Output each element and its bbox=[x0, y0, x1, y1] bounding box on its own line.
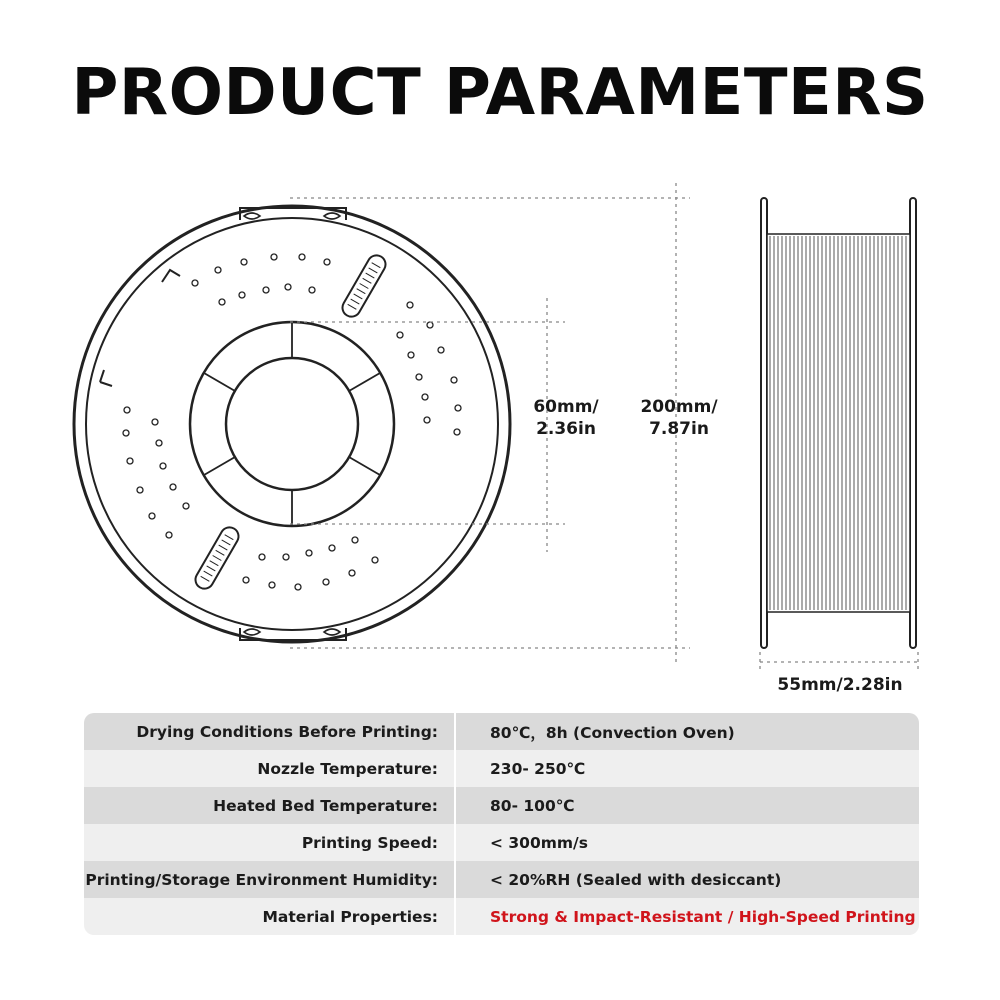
table-row bbox=[84, 861, 919, 898]
spec-label: Drying Conditions Before Printing: bbox=[84, 713, 456, 750]
spec-label: Nozzle Temperature: bbox=[84, 750, 456, 787]
hook-mark bbox=[162, 270, 180, 282]
spool-hub-inner bbox=[226, 358, 358, 490]
top-clip-hole-right bbox=[324, 213, 340, 219]
spool-outer-rim bbox=[74, 206, 510, 642]
spec-value: < 20%RH (Sealed with desiccant) bbox=[490, 870, 782, 889]
table-row bbox=[84, 713, 919, 750]
spec-value: 80℃，8h (Convection Oven) bbox=[490, 723, 735, 742]
bottom-clip-hole-right bbox=[324, 629, 340, 635]
spec-value: < 300mm/s bbox=[490, 833, 588, 852]
outer-diameter-label: 200mm/ 7.87in bbox=[640, 397, 718, 439]
spec-label: Printing/Storage Environment Humidity: bbox=[84, 861, 456, 898]
spool-side-view bbox=[761, 198, 916, 648]
hub-spokes bbox=[204, 322, 380, 526]
hook-mark bbox=[100, 370, 112, 386]
spec-value-highlight: Strong & Impact-Resistant / High-Speed Printing bbox=[490, 907, 916, 926]
spool-inner-rim bbox=[86, 218, 498, 630]
inner-diameter-label: 60mm/ 2.36in bbox=[533, 397, 599, 439]
filament-slot bbox=[192, 524, 242, 592]
spec-table bbox=[84, 713, 919, 935]
table-row bbox=[84, 898, 919, 935]
table-row bbox=[84, 750, 919, 787]
table-row bbox=[84, 787, 919, 824]
page-title: PRODUCT PARAMETERS bbox=[71, 56, 929, 130]
dot-pattern bbox=[123, 254, 461, 590]
spec-label: Printing Speed: bbox=[84, 824, 456, 861]
spec-value: 230- 250℃ bbox=[490, 759, 586, 778]
spec-label: Heated Bed Temperature: bbox=[84, 787, 456, 824]
spec-value: 80- 100℃ bbox=[490, 796, 575, 815]
width-label: 55mm/2.28in bbox=[777, 675, 903, 695]
filament-windings bbox=[770, 236, 906, 610]
top-clip-hole-left bbox=[244, 213, 260, 219]
spool-front-view bbox=[74, 206, 510, 642]
filament-slot bbox=[339, 252, 389, 320]
bottom-clip-hole-left bbox=[244, 629, 260, 635]
spec-label: Material Properties: bbox=[84, 898, 456, 935]
table-row bbox=[84, 824, 919, 861]
